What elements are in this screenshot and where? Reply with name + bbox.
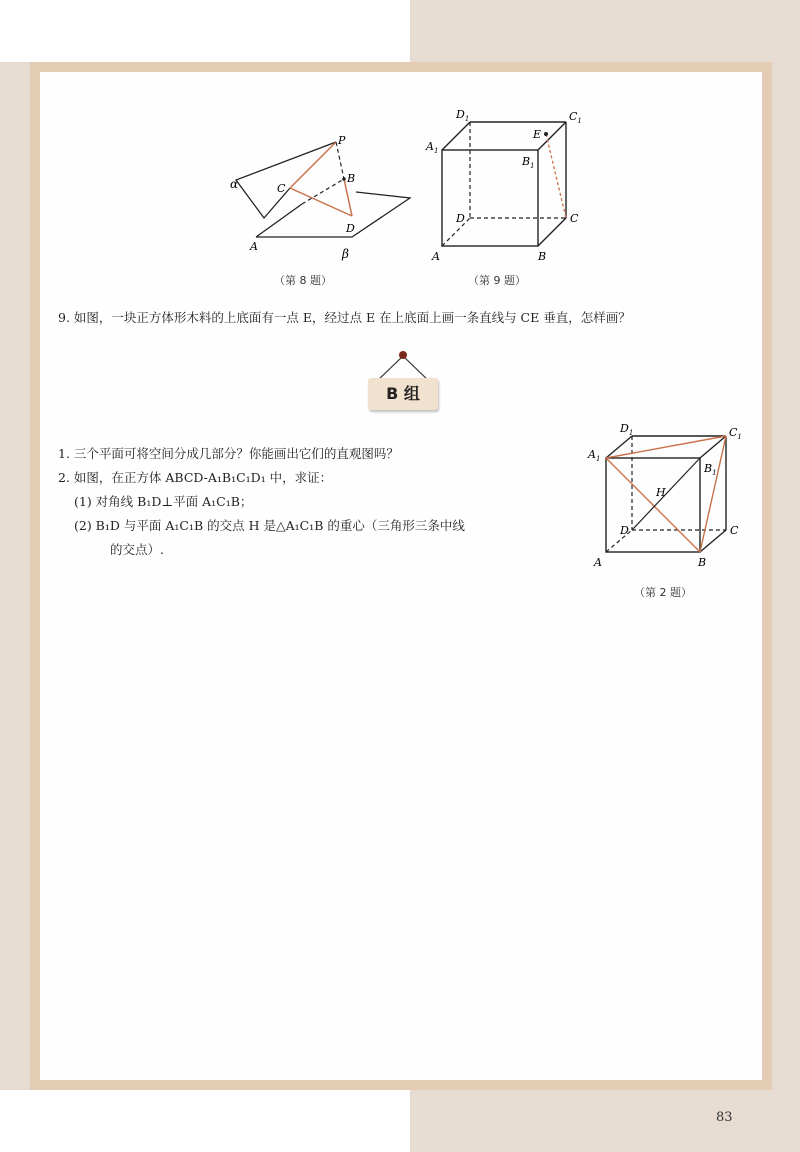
question-9: 9. 如图，一块正方体形木料的上底面有一点 E，经过点 E 在上底面上画一条直线与 CE 垂直，怎样画？ [58, 310, 631, 325]
group-b-tag [360, 348, 450, 420]
problem-2-part-1: (1) 对角线 B₁D⊥平面 A₁C₁B； [74, 494, 253, 509]
problem-2-part-2: (2) B₁D 与平面 A₁C₁B 的交点 H 是△A₁C₁B 的重心（三角形三条中线 [74, 518, 465, 533]
figure-b2 [580, 416, 760, 576]
label-A: A [432, 250, 440, 263]
label-H: H [656, 486, 666, 499]
label-D: D [620, 524, 629, 537]
problem-2-part-2-cont: 的交点）. [110, 542, 164, 557]
group-b-problems [58, 442, 578, 562]
page-content [40, 72, 762, 1080]
page-corner-bottom [0, 1090, 410, 1152]
label-C: C [277, 182, 286, 195]
figure-9 [420, 98, 600, 268]
figure-8-caption: （第 8 题） [274, 274, 332, 287]
page-number: 83 [716, 1110, 733, 1125]
label-C: C [730, 524, 739, 537]
figure-b2-caption: （第 2 题） [634, 586, 692, 599]
label-C1: $C_1$ [569, 110, 582, 125]
page-corner-top [0, 0, 410, 62]
problem-1: 1. 三个平面可将空间分成几部分？你能画出它们的直观图吗？ [58, 446, 399, 461]
label-A1: $A_1$ [588, 448, 601, 463]
label-A: A [594, 556, 602, 569]
label-E: E [533, 128, 542, 141]
label-D: D [456, 212, 465, 225]
label-D1: $D_1$ [456, 108, 470, 123]
label-D1: $D_1$ [620, 422, 634, 437]
label-B: B [347, 172, 356, 185]
label-B1: $B_1$ [704, 462, 717, 477]
label-B1: $B_1$ [522, 155, 535, 170]
label-B: B [698, 556, 707, 569]
group-b-title: B 组 [368, 378, 438, 410]
label-beta: β [342, 247, 349, 261]
figure-9-caption: （第 9 题） [468, 274, 526, 287]
label-P: P [338, 134, 346, 147]
label-C1: $C_1$ [729, 426, 742, 441]
label-alpha: α [230, 177, 239, 191]
label-C: C [570, 212, 579, 225]
figure-8 [220, 122, 420, 262]
page-frame [30, 62, 772, 1090]
label-B: B [538, 250, 547, 263]
label-D: D [346, 222, 355, 235]
label-A1: $A_1$ [426, 140, 439, 155]
problem-2: 2. 如图，在正方体 ABCD-A₁B₁C₁D₁ 中，求证： [58, 470, 333, 485]
label-A: A [250, 240, 258, 253]
